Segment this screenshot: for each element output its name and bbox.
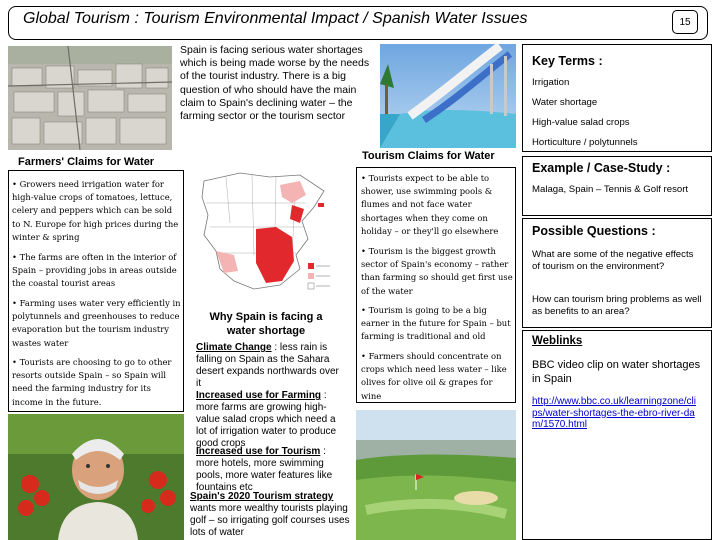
key-term-3: High-value salad crops — [532, 117, 702, 129]
question-2: How can tourism bring problems as well as benefits to an area? — [532, 294, 702, 317]
strategy-text: wants more wealthy tourists playing golf – so irrigating golf courses uses lots of water — [190, 503, 350, 538]
header-bar — [8, 6, 708, 40]
page-number: 15 — [672, 10, 698, 34]
strategy-label: Spain's 2020 Tourism strategy — [190, 491, 334, 502]
tourism-bullet-4: • Farmers should concentrate on crops which need less water – like olives for olive oil & grapes for wine — [361, 351, 507, 401]
case-study-text: Malaga, Spain – Tennis & Golf resort — [532, 184, 702, 196]
farmer-bullet-3: • Farming uses water very efficiently in polytunnels and greenhouses to reduce evaporation but the tourism industry wastes water — [12, 298, 181, 348]
weblinks-heading: Weblinks — [532, 335, 702, 347]
farmer-bullet-2: • The farms are often in the interior of Spain – providing jobs in areas outside the coastal tourist areas — [12, 252, 177, 289]
key-term-2: Water shortage — [532, 97, 702, 109]
tourism-bullet-2: • Tourism is the biggest growth sector of Spain's economy – rather than farming so should get first use of the water — [361, 246, 513, 296]
climate-change-text: : less rain is falling on Spain as the Sahara desert expands northwards over it — [196, 342, 339, 389]
golf-course-photo — [356, 410, 516, 540]
greenhouses-photo — [8, 46, 172, 150]
climate-change-label: Climate Change — [196, 342, 272, 353]
why-item-climate — [196, 342, 346, 390]
tourism-label: Increased use for Tourism — [196, 446, 321, 457]
questions-heading: Possible Questions : — [532, 224, 702, 238]
question-1: What are some of the negative effects of tourism on the environment? — [532, 249, 702, 273]
bbc-video-link[interactable]: http://www.bbc.co.uk/learningzone/clips/water-shortages-the-ebro-river-dam/1570.html — [532, 396, 696, 430]
case-study-heading: Example / Case-Study : — [532, 161, 702, 175]
tourism-bullet-1: • Tourists expect to be able to shower, use swimming pools & flumes and not face water shortages when they come on holiday – or they'll go elsewhere — [361, 173, 499, 236]
why-shortage-heading: Why Spain is facing a water shortage — [209, 311, 323, 337]
key-terms-heading: Key Terms : — [532, 54, 702, 68]
farming-label: Increased use for Farming — [196, 390, 322, 401]
farming-text: : more farms are growing high-value salad crops which need a lot of irrigation water to produce good crops — [196, 390, 337, 449]
farmer-bullet-1: • Growers need irrigation water for high-value crops of tomatoes, lettuce, celery and peppers which can be sold to N. Europe for high prices during the winter & spring — [12, 179, 179, 242]
intro-text: Spain is facing serious water shortages which is being made worse by the needs of the tourist industry. There is a big question of who should have the main claim to Spain's declining water – the farming sector or the tourism sector — [180, 44, 370, 123]
spain-water-map — [196, 163, 336, 300]
farmer-bullet-4: • Tourists are choosing to go to other resorts outside Spain – so Spain will need the farming industry for its income in the future. — [12, 357, 172, 407]
why-item-strategy — [190, 491, 350, 539]
farmers-heading: Farmers' Claims for Water — [18, 156, 155, 168]
weblinks-description: BBC video clip on water shortages in Spain — [532, 359, 701, 385]
page-title: Global Tourism : Tourism Environmental Impact / Spanish Water Issues — [23, 10, 528, 27]
tourism-heading: Tourism Claims for Water — [362, 150, 495, 162]
tourism-text: : more hotels, more swimming pools, more water features like fountains etc — [196, 446, 333, 493]
waterslide-photo — [380, 44, 516, 148]
key-term-4: Horticulture / polytunnels — [532, 137, 702, 149]
why-item-farming — [196, 390, 346, 450]
farmer-tomatoes-photo — [8, 414, 184, 540]
key-term-1: Irrigation — [532, 77, 702, 89]
why-item-tourism — [196, 446, 346, 494]
tourism-bullet-3: • Tourism is going to be a big earner in the future for Spain – but farming is traditional and old — [361, 305, 511, 342]
